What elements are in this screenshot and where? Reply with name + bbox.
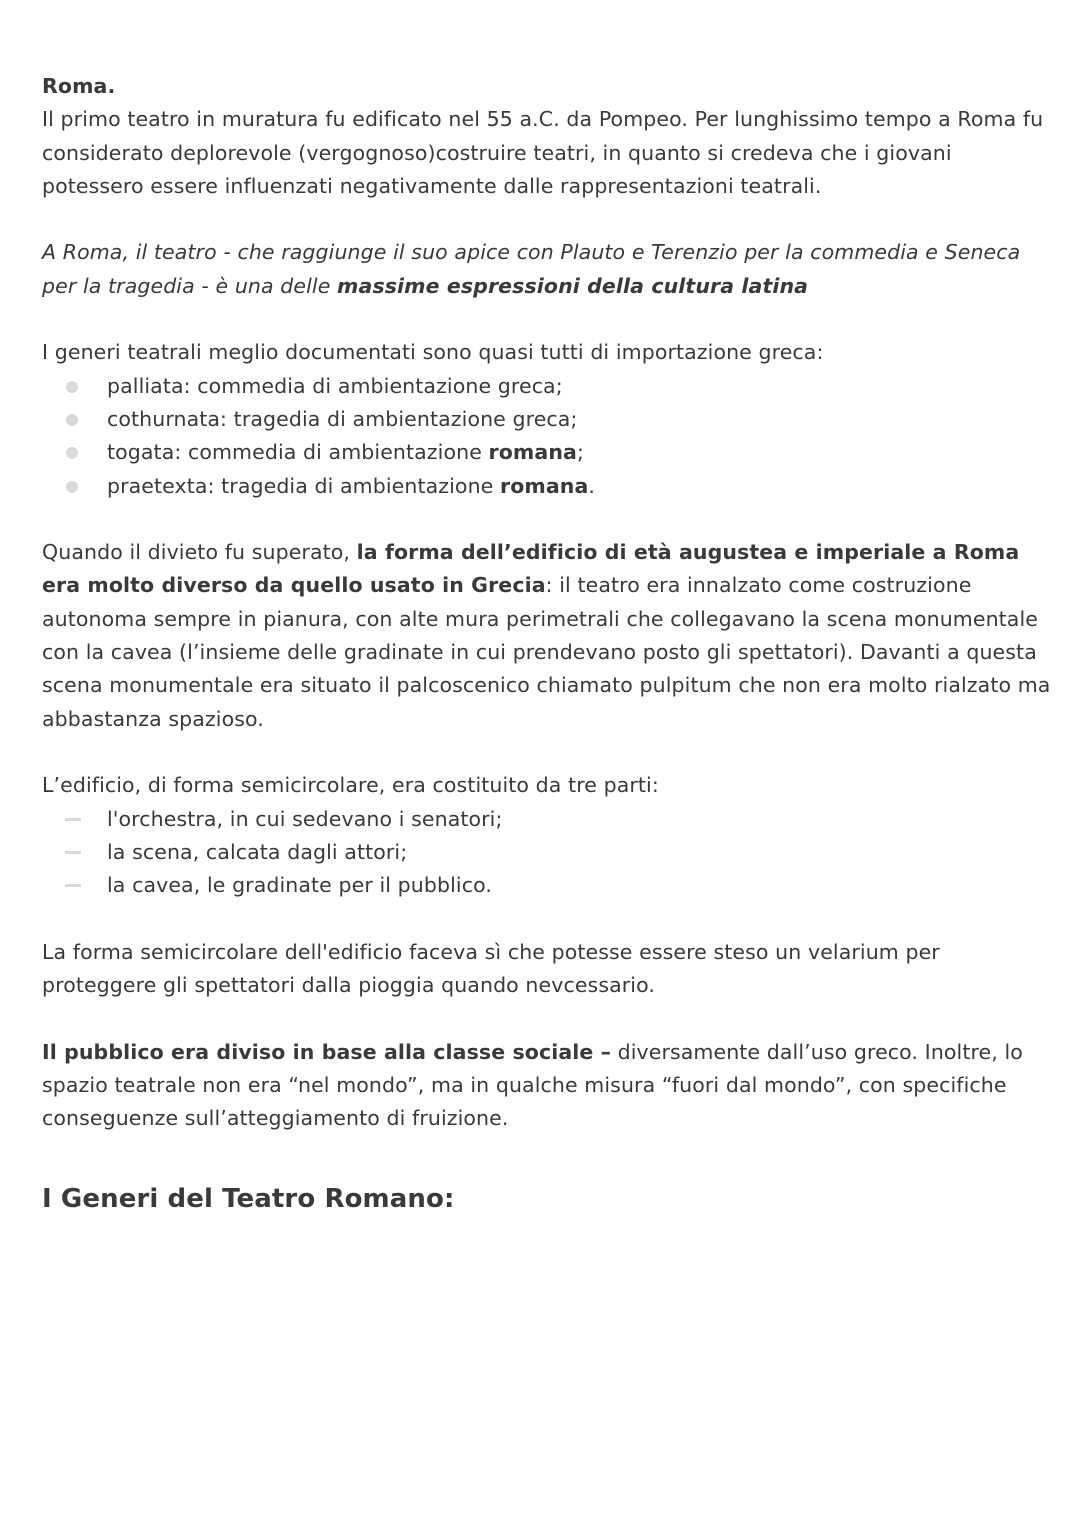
list-item xyxy=(42,436,1052,469)
section-title-roma: Roma. xyxy=(42,74,116,98)
list-item xyxy=(42,803,1052,836)
bullet-dot-icon xyxy=(66,414,78,426)
spacer xyxy=(42,902,1052,935)
intro-paragraph: Il primo teatro in muratura fu edificato nel 55 a.C. da Pompeo. Per lunghissimo tempo a Roma fu considerato deplorevole (vergognoso)costruire teatri, in quanto si credeva che i giovani potessero essere influenzati negativamente dalle rappresentazioni teatrali. xyxy=(42,107,1044,198)
list-item xyxy=(42,370,1052,403)
bullet-dot-icon xyxy=(66,447,78,459)
parts-intro: L’edificio, di forma semicircolare, era costituito da tre parti: xyxy=(42,773,659,798)
quote-bold-text: massime espressioni della cultura latina xyxy=(337,273,809,298)
list-item-text: la cavea, le gradinate per il pubblico. xyxy=(107,873,492,898)
bullet-dot-icon xyxy=(66,381,78,393)
genres-list xyxy=(42,370,1052,503)
bullet-dot-icon xyxy=(66,481,78,493)
building-paragraph xyxy=(42,536,1052,736)
spacer xyxy=(42,1002,1052,1035)
dash-icon xyxy=(65,884,81,887)
list-item-text: cothurnata: tragedia di ambientazione greca; xyxy=(107,406,578,431)
spacer xyxy=(42,736,1052,769)
list-item-bold: romana xyxy=(488,440,577,465)
list-item-text: palliata: commedia di ambientazione greca; xyxy=(107,373,563,398)
list-item-suffix: . xyxy=(588,473,596,498)
list-item-text: praetexta: tragedia di ambientazione xyxy=(107,473,500,498)
section-heading-generi: I Generi del Teatro Romano: xyxy=(42,1183,455,1214)
quote-italic-text: A Roma, il teatro - che raggiunge il suo apice con Plauto e Terenzio per la commedia e Seneca per la tragedia - è una delle xyxy=(42,240,1021,298)
building-rest: : il teatro era innalzato come costruzione autonoma sempre in pianura, con alte mura perimetrali che collegavano la scena monumentale con la cavea (l’insieme delle gradinate in cui prendevano posto gli spettatori). Davanti a questa scena monumentale era situato il palcoscenico chiamato pulpitum che non era molto rialzato ma abbastanza spazioso. xyxy=(42,573,1051,731)
document-page xyxy=(42,70,1052,1217)
spacer xyxy=(42,203,1052,236)
list-item-bold: romana xyxy=(500,473,589,498)
building-lead: Quando il divieto fu superato, xyxy=(42,540,357,565)
list-item-text: l'orchestra, in cui sedevano i senatori; xyxy=(107,806,503,831)
audience-rest: diversamente dall’uso greco. Inoltre, lo spazio teatrale non era “nel mondo”, ma in qualche misura “fuori dal mondo”, con specifiche conseguenze sull’atteggiamento di fruizione. xyxy=(42,1039,1023,1131)
audience-paragraph xyxy=(42,1036,1052,1136)
list-item-suffix: ; xyxy=(576,440,584,465)
list-item xyxy=(42,470,1052,503)
building-bold: la forma dell’edificio di età augustea e imperiale a Roma era molto diverso da quello usato in Grecia xyxy=(42,540,1020,598)
list-item xyxy=(42,869,1052,902)
list-item xyxy=(42,836,1052,869)
list-item-text: togata: commedia di ambientazione xyxy=(107,440,489,465)
spacer xyxy=(42,303,1052,336)
audience-bold: Il pubblico era diviso in base alla classe sociale – xyxy=(42,1039,611,1064)
quote-paragraph xyxy=(42,236,1052,303)
velarium-paragraph: La forma semicircolare dell'edificio faceva sì che potesse essere steso un velarium per proteggere gli spettatori dalla pioggia quando nevcessario. xyxy=(42,939,940,998)
spacer xyxy=(42,1136,1052,1169)
list-item-text: la scena, calcata dagli attori; xyxy=(107,839,408,864)
spacer xyxy=(42,503,1052,536)
dash-icon xyxy=(65,818,81,821)
list-item xyxy=(42,403,1052,436)
genres-intro: I generi teatrali meglio documentati sono quasi tutti di importazione greca: xyxy=(42,340,824,365)
dash-icon xyxy=(65,851,81,854)
parts-list xyxy=(42,803,1052,903)
